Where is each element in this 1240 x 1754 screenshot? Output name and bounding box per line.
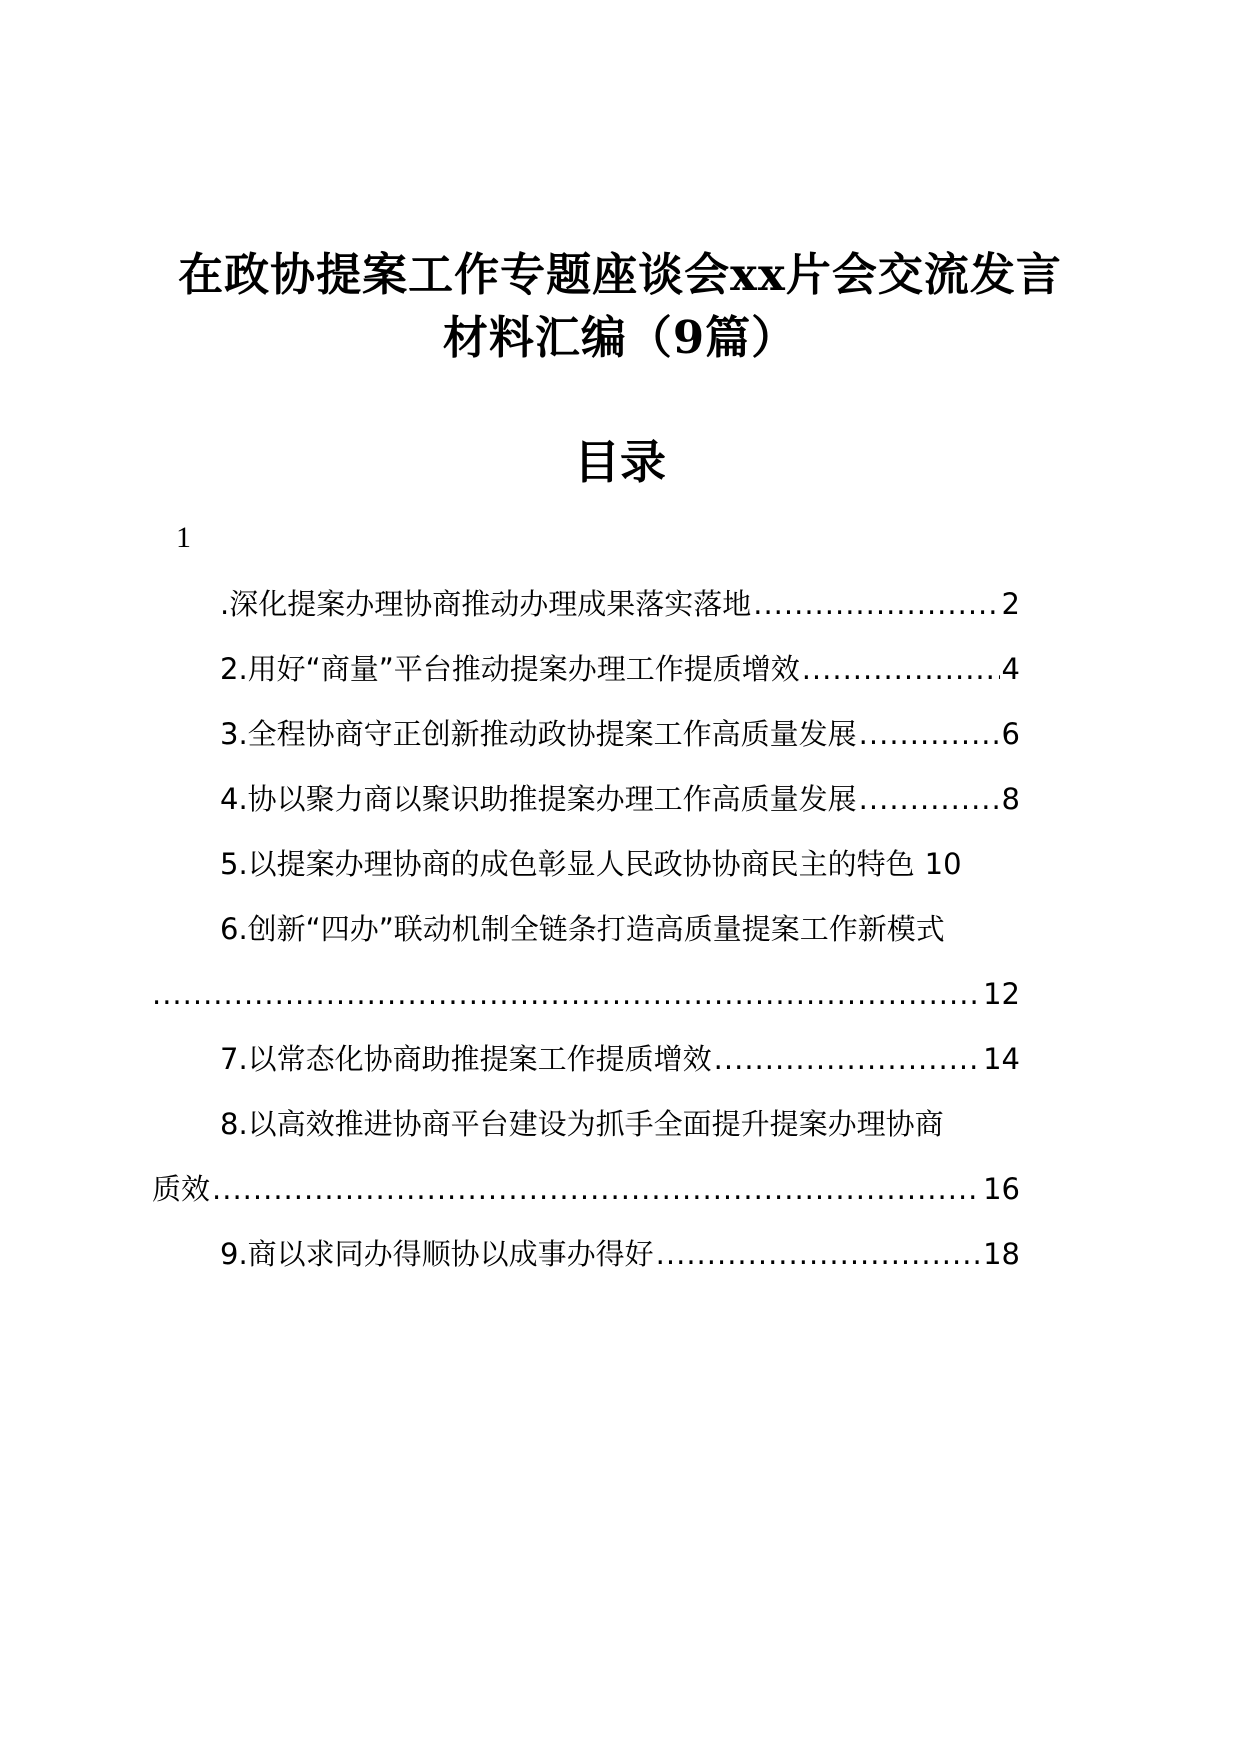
toc-entry-page: 16	[983, 1172, 1020, 1206]
toc-entry-text-continuation: 质效	[152, 1172, 211, 1206]
toc-entry-page: 10	[924, 847, 962, 881]
toc-entry-3[interactable]	[220, 710, 1020, 758]
toc-entry-5[interactable]	[220, 840, 1075, 888]
toc-leader	[802, 645, 1000, 693]
toc-entry-text: .深化提案办理协商推动办理成果落实落地	[220, 587, 752, 621]
stray-number: 1	[176, 521, 191, 554]
toc-entry-8[interactable]	[220, 1100, 1075, 1148]
toc-entry-page: 8	[1001, 782, 1020, 816]
toc-entry-6-continuation[interactable]	[152, 970, 1020, 1018]
toc-entry-text: 6.创新“四办”联动机制全链条打造高质量提案工作新模式	[220, 912, 945, 946]
toc-entry-page: 18	[983, 1237, 1020, 1271]
toc-entry-4[interactable]	[220, 775, 1020, 823]
toc-entry-6[interactable]	[220, 905, 1075, 953]
toc-leader	[859, 775, 1000, 823]
toc-entry-page: 14	[983, 1042, 1020, 1076]
toc-entry-text: 3.全程协商守正创新推动政协提案工作高质量发展	[220, 717, 857, 751]
toc-entry-9[interactable]	[220, 1230, 1020, 1278]
toc-entry-text: 7.以常态化协商助推提案工作提质增效	[220, 1042, 712, 1076]
toc-leader	[152, 970, 981, 1018]
toc-leader	[656, 1230, 981, 1278]
toc-entry-text: 8.以高效推进协商平台建设为抓手全面提升提案办理协商	[220, 1107, 944, 1141]
toc-entry-text: 5.以提案办理协商的成色彰显人民政协协商民主的特色	[220, 847, 915, 881]
toc-leader	[753, 580, 999, 628]
document-title-line-1: 在政协提案工作专题座谈会xx片会交流发言	[178, 248, 1062, 301]
toc-leader	[859, 710, 1000, 758]
toc-entry-page: 2	[1001, 587, 1020, 621]
toc-entry-text: 9.商以求同办得顺协以成事办得好	[220, 1237, 654, 1271]
toc-entry-2[interactable]	[220, 645, 1020, 693]
document-title-line-2: 材料汇编（9篇）	[442, 311, 798, 364]
toc-entry-7[interactable]	[220, 1035, 1020, 1083]
toc-entry-8-continuation[interactable]	[152, 1165, 1020, 1213]
toc-entry-page: 4	[1001, 652, 1020, 686]
toc-heading: 目录	[574, 435, 666, 489]
toc-leader	[212, 1165, 981, 1213]
toc-entry-text: 4.协以聚力商以聚识助推提案办理工作高质量发展	[220, 782, 857, 816]
toc-entry-1[interactable]	[220, 580, 1020, 628]
toc-entry-page: 12	[983, 977, 1020, 1011]
toc-entry-text: 2.用好“商量”平台推动提案办理工作提质增效	[220, 652, 800, 686]
toc-entry-page: 6	[1001, 717, 1020, 751]
toc-leader	[714, 1035, 981, 1083]
